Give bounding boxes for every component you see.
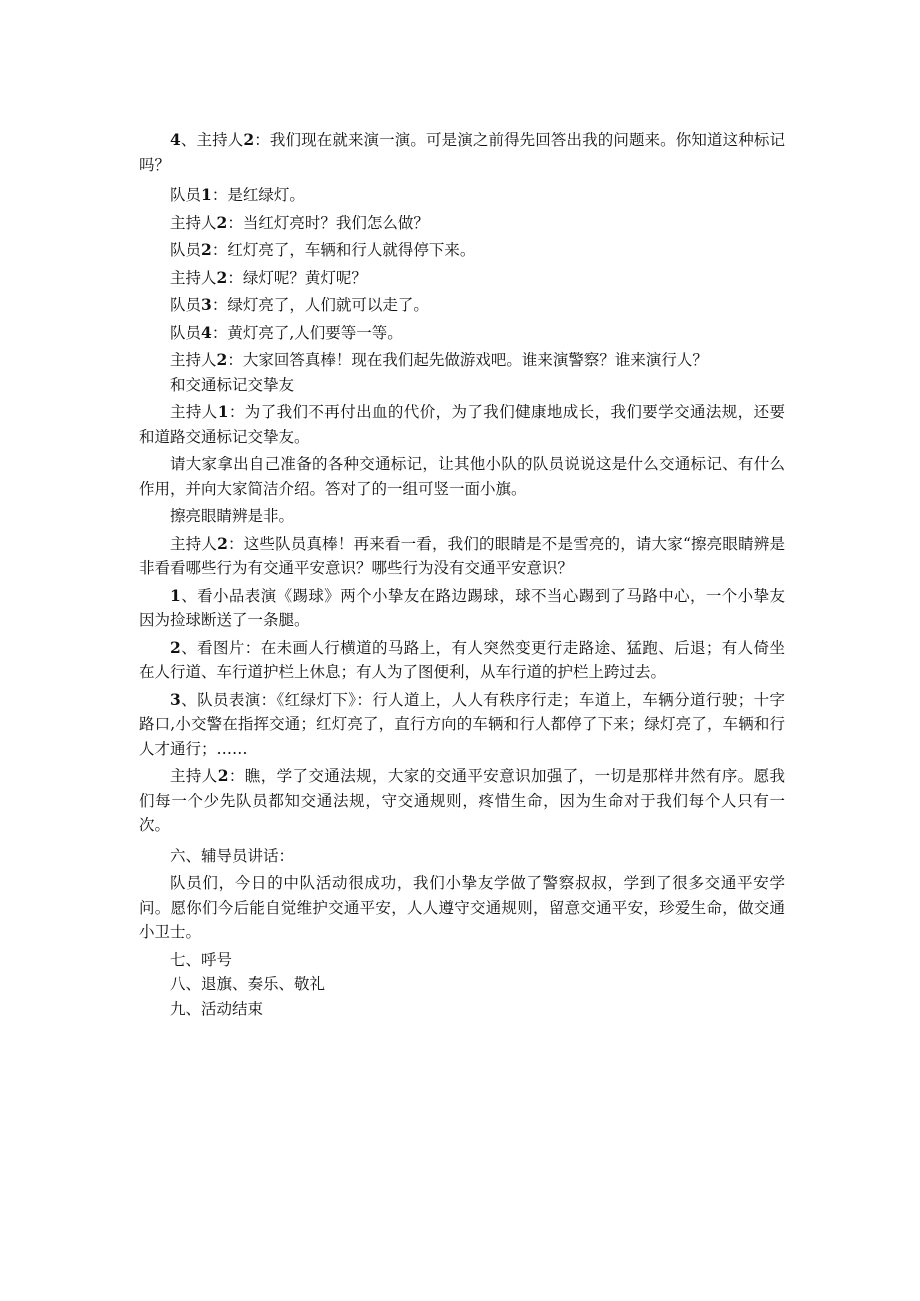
paragraph-text: ：绿灯亮了，人们就可以走了。 <box>211 296 429 314</box>
paragraph-text: 、看小品表演《踢球》两个小挚友在路边踢球，球不当心踢到了马路中心，一个小挚友因为捡球断送了一条腿。 <box>139 586 785 629</box>
section-heading <box>139 948 785 973</box>
paragraph-text: ：大家回答真棒！现在我们起先做游戏吧。谁来演警察？谁来演行人？ <box>227 351 708 369</box>
paragraph-text: ：是红绿灯。 <box>211 186 305 204</box>
section-heading-text: 七、呼号 <box>170 950 233 969</box>
list-item <box>139 584 785 633</box>
paragraph <box>139 764 785 838</box>
paragraph-text: ：黄灯亮了,人们要等一等。 <box>211 323 403 342</box>
section-heading-text: 八、退旗、奏乐、敬礼 <box>170 975 326 993</box>
speaker-label: 队员 <box>170 323 202 342</box>
section-heading <box>139 373 785 398</box>
paragraph-text: ：当红灯亮时？我们怎么做？ <box>227 213 429 232</box>
paragraph-text: ：瞧，学了交通法规，大家的交通平安意识加强了，一切是那样井然有序。愿我们每一个少先队员都知交通法规，守交通规则，疼惜生命，因为生命对于我们每个人只有一次。 <box>139 767 785 834</box>
paragraph-text: 、队员表演：《红绿灯下》：行人道上，人人有秩序行走；车道上，车辆分道行驶；十字路口,小交警在指挥交通；红灯亮了，直行方向的车辆和行人都停了下来；绿灯亮了，车辆和行人才通行；…… <box>139 690 785 758</box>
speaker-label: 、主持人 <box>180 131 244 149</box>
paragraph <box>139 400 785 449</box>
paragraph-text: 、看图片：在未画人行横道的马路上，有人突然变更行走路途、猛跑、后退；有人倚坐在人行道、车行道护栏上休息；有人为了图便利，从车行道的护栏上跨过去。 <box>139 638 785 681</box>
speaker-number: 2 <box>216 212 228 232</box>
speaker-number: 2 <box>216 267 228 287</box>
list-item <box>139 636 785 685</box>
speaker-number: 2 <box>217 766 229 785</box>
speaker-number: 2 <box>216 350 228 369</box>
paragraph <box>139 128 785 177</box>
paragraph <box>139 183 785 208</box>
section-heading <box>139 997 785 1022</box>
speaker-number: 2 <box>217 533 228 553</box>
paragraph-text: 请大家拿出自己准备的各种交通标记，让其他小队的队员说说这是什么交通标记、有什么作用，并向大家简洁介绍。答对了的一组可竖一面小旗。 <box>139 455 785 498</box>
speaker-label: 主持人 <box>170 534 218 553</box>
speaker-number: 1 <box>201 185 212 204</box>
speaker-number: 2 <box>243 130 255 149</box>
list-item <box>139 688 785 762</box>
paragraph <box>139 348 785 373</box>
speaker-label: 队员 <box>170 241 202 259</box>
item-number: 4 <box>170 130 181 149</box>
speaker-label: 主持人 <box>170 767 218 785</box>
section-heading-text: 和交通标记交挚友 <box>170 375 295 394</box>
section-heading <box>139 972 785 997</box>
item-number: 3 <box>170 689 181 709</box>
speaker-number: 2 <box>201 240 212 259</box>
section-heading <box>139 504 785 529</box>
speaker-label: 主持人 <box>170 403 218 421</box>
paragraph-text: ：红灯亮了，车辆和行人就得停下来。 <box>211 241 476 259</box>
section-heading-text: 六、辅导员讲话： <box>170 846 295 865</box>
paragraph-text: ：这些队员真棒！再来看一看，我们的眼睛是不是雪亮的，请大家“擦亮眼睛辨是非看看哪些行为有交通平安意识？哪些行为没有交通平安意识？ <box>139 534 785 577</box>
paragraph-text: ：我们现在就来演一演。可是演之前得先回答出我的问题来。你知道这种标记吗？ <box>139 131 785 174</box>
paragraph <box>139 321 785 346</box>
speaker-label: 队员 <box>170 296 202 314</box>
paragraph <box>139 532 785 581</box>
paragraph <box>139 238 785 263</box>
section-heading-text: 擦亮眼睛辨是非。 <box>170 507 295 525</box>
speaker-number: 3 <box>201 295 212 314</box>
paragraph-text: ：为了我们不再付出血的代价，为了我们健康地成长，我们要学交通法规，还要和道路交通标记交挚友。 <box>139 403 785 446</box>
paragraph <box>139 452 785 501</box>
speaker-number: 1 <box>217 402 229 421</box>
paragraph <box>139 871 785 945</box>
speaker-label: 主持人 <box>170 213 217 232</box>
paragraph <box>139 293 785 318</box>
item-number: 1 <box>170 585 181 605</box>
paragraph-text: 队员们，今日的中队活动很成功，我们小挚友学做了警察叔叔，学到了很多交通平安学问。愿你们今后能自觉维护交通平安，人人遵守交通规则，留意交通平安，珍爱生命，做交通小卫士。 <box>139 874 785 941</box>
section-heading <box>139 844 785 869</box>
speaker-number: 4 <box>201 322 212 342</box>
document-body <box>139 128 785 1021</box>
paragraph <box>139 211 785 236</box>
speaker-label: 队员 <box>170 186 202 204</box>
speaker-label: 主持人 <box>170 268 217 287</box>
speaker-label: 主持人 <box>170 351 217 369</box>
paragraph-text: ：绿灯呢？黄灯呢？ <box>227 268 367 287</box>
item-number: 2 <box>170 637 181 657</box>
section-heading-text: 九、活动结束 <box>170 999 264 1018</box>
paragraph <box>139 266 785 291</box>
